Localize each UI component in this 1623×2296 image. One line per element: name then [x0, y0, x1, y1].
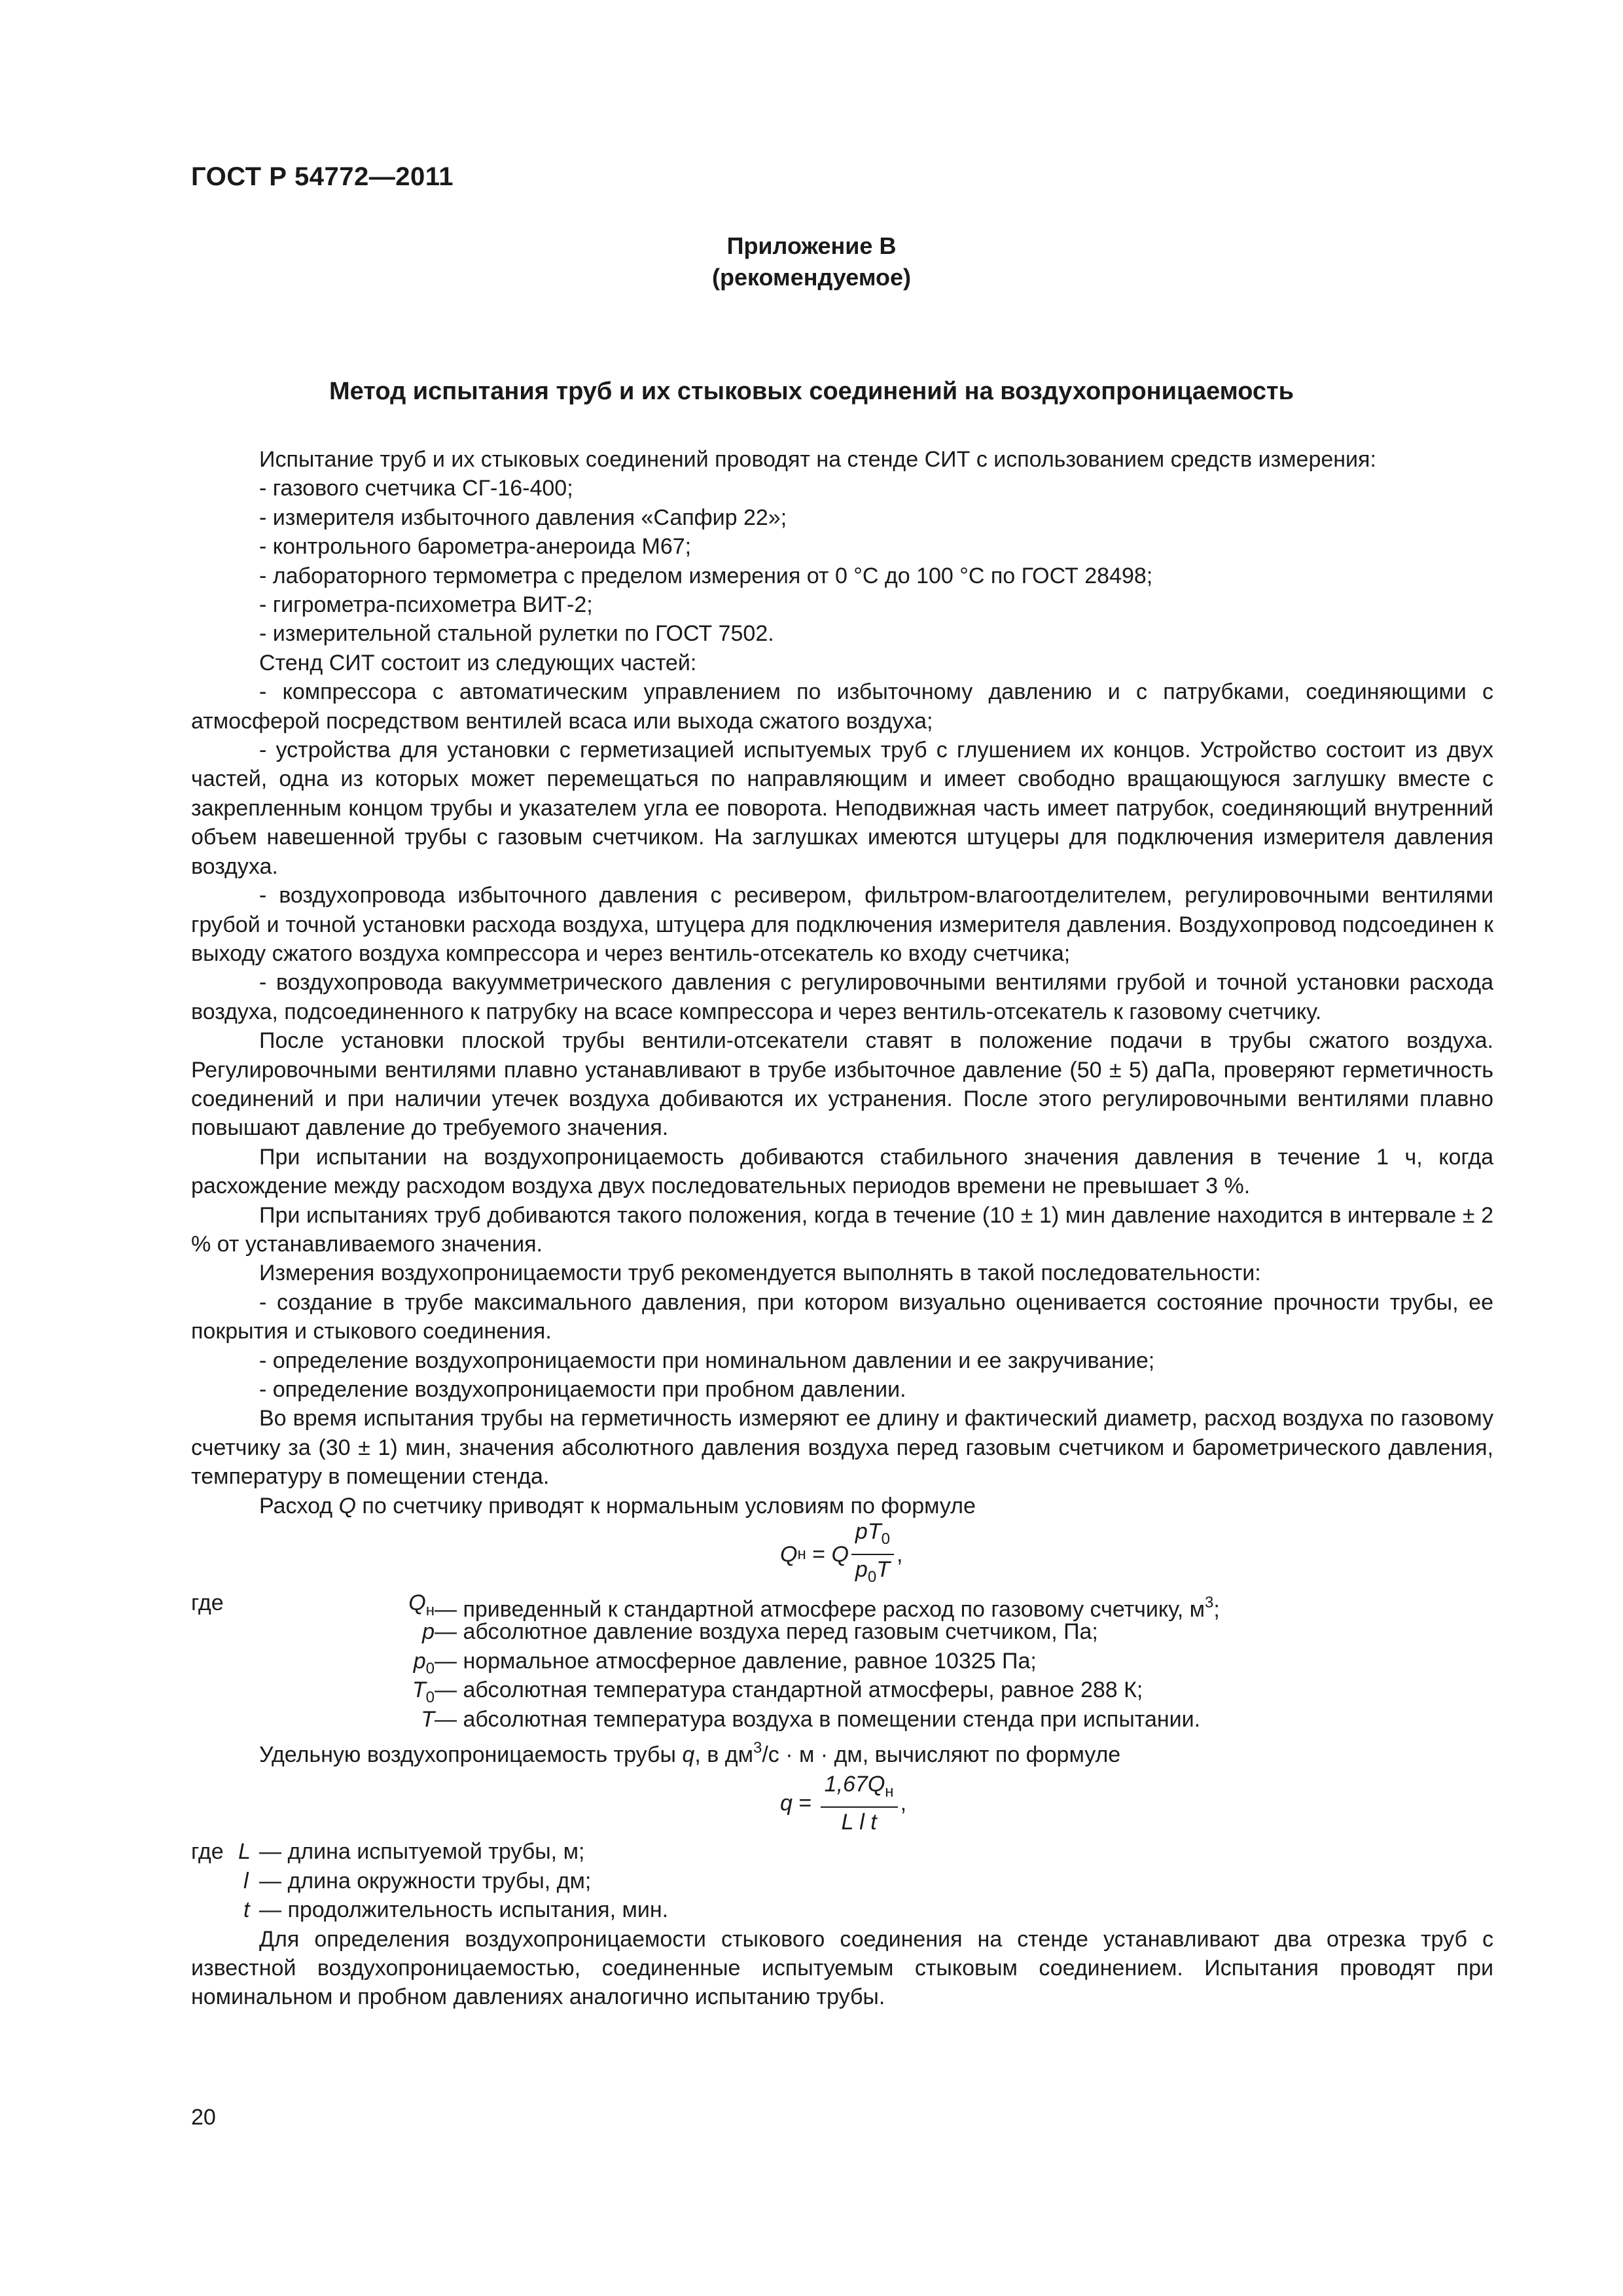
where-label: где	[191, 1839, 224, 1865]
definition-text: — приведенный к стандартной атмосфере расход по газовому счетчику, $м^3$;	[435, 1594, 1220, 1623]
variable-definitions	[191, 1837, 1493, 1924]
definition-text: — абсолютная температура воздуха в помещении стенда при испытании.	[435, 1706, 1201, 1732]
formula-symbol: q	[780, 1791, 793, 1816]
definition-row	[191, 1837, 1493, 1866]
paragraph: Во время испытания трубы на герметичность измеряют ее длину и фактический диаметр, расход воздуха по газовому счетчику за (30 ± 1) мин, значения абсолютного давления воздуха перед газовым счетчиком и барометрического давления, температуру в помещении стенда.	[191, 1406, 1493, 1490]
paragraph: При испытаниях труб добиваются такого положения, когда в течение (10 ± 1) мин давление находится в интервале ± 2 % от устанавливаемого значения.	[191, 1202, 1493, 1257]
definition-row	[191, 1588, 1493, 1623]
fraction-numerator: $pT_0$	[851, 1518, 894, 1555]
definition-symbol: T	[421, 1706, 435, 1732]
list-item: - устройства для установки с герметизацией испытуемых труб с глушением их концов. Устройство состоит из двух частей, одна из которых может перемещаться по направляющим и имеет свободно вращающуюся заглушку вместе с закрепленным концом трубы и указателем угла ее поворота. Неподвижная часть имеет патрубок, соединяющий внутренний объем навешенной трубы с газовым счетчиком. На заглушках имеются штуцеры для подключения измерителя давления воздуха.	[191, 738, 1493, 879]
paragraph	[191, 1492, 1493, 1520]
formula-equals: =	[806, 1541, 832, 1567]
where-label: где	[191, 1590, 224, 1616]
formula-equals: =	[792, 1791, 818, 1816]
paragraph: Стенд СИТ состоит из следующих частей:	[259, 650, 697, 675]
definition-text: — абсолютная температура стандартной атмосферы, равное 288 К;	[435, 1677, 1143, 1703]
definition-text: — абсолютное давление воздуха перед газовым счетчиком, Па;	[435, 1619, 1098, 1645]
list-item: - лабораторного термометра с пределом измерения от 0 °С до 100 °С по ГОСТ 28498;	[259, 563, 1153, 588]
formula-expression	[780, 1769, 906, 1837]
text-run: по счетчику приводят к нормальным условиям по формуле	[355, 1493, 976, 1518]
definition-row	[191, 1895, 1493, 1924]
paragraph: После установки плоской трубы вентили-отсекатели ставят в положение подачи в трубы сжатого воздуха. Регулировочными вентилями плавно устанавливают в трубе избыточное давление (50 ± 5) даПа, проверяют герметичность соединений и при наличии утечек воздуха добиваются их устранения. После этого регулировочными вентилями плавно повышают давление до требуемого значения.	[191, 1028, 1493, 1141]
list-item: - определение воздухопроницаемости при пробном давлении.	[259, 1377, 906, 1402]
appendix-label: Приложение В	[726, 232, 897, 259]
fraction-numerator: $1,67Q_н$	[821, 1771, 898, 1808]
list-item: - измерителя избыточного давления «Сапфир 22»;	[259, 505, 787, 530]
paragraph: Для определения воздухопроницаемости стыкового соединения на стенде устанавливают два отрезка труб с известной воздухопроницаемостью, соединенные испытуемым стыковым соединением. Испытания проводят при номинальном и пробном давлениях аналогично испытанию трубы.	[191, 1926, 1493, 2010]
list-item: - гигрометра-психометра ВИТ-2;	[259, 592, 593, 618]
document-body	[191, 445, 1493, 2012]
formula-comma: ,	[900, 1791, 907, 1816]
definition-symbol: p	[422, 1619, 435, 1645]
list-item: - определение воздухопроницаемости при номинальном давлении и ее закручивание;	[259, 1348, 1155, 1373]
list-item: - воздухопровода избыточного давления с ресивером, фильтром-влагоотделителем, регулировочными вентилями грубой и точной установки расхода воздуха, штуцера для подключения измерителя давления. Воздухопровод подсоединен к выходу сжатого воздуха компрессора и через вентиль-отсекатель ко входу счетчика;	[191, 883, 1493, 966]
document-code: ГОСТ Р 54772—2011	[191, 162, 454, 191]
definition-symbol: t	[243, 1897, 250, 1923]
formula-flow-rate	[191, 1520, 1493, 1588]
section-title: Метод испытания труб и их стыковых соединений на воздухопроницаемость	[329, 378, 1294, 405]
paragraph: При испытании на воздухопроницаемость добиваются стабильного значения давления в течение 1 ч, когда расхождение между расходом воздуха двух последовательных периодов времени не превышает 3 %.	[191, 1144, 1493, 1199]
paragraph: Удельную воздухопроницаемость трубы q, в $дм^3/с \cdot м$ · дм, вычисляют по формуле	[259, 1738, 1121, 1767]
definition-symbol: L	[238, 1839, 251, 1865]
page-number: 20	[191, 2105, 216, 2130]
list-item: - газового счетчика СГ-16-400;	[259, 476, 573, 501]
list-item: - контрольного барометра-анероида М67;	[259, 534, 692, 560]
definition-text: — длина окружности трубы, дм;	[259, 1868, 592, 1893]
paragraph: Испытание труб и их стыковых соединений проводят на стенде СИТ с использованием средств измерения:	[259, 447, 1376, 472]
paragraph: Измерения воздухопроницаемости труб рекомендуется выполнять в такой последовательности:	[259, 1261, 1261, 1286]
definition-symbol: $p_0$	[413, 1648, 435, 1677]
definition-row	[191, 1705, 1493, 1734]
fraction-denominator: L l t	[841, 1810, 877, 1835]
appendix-heading	[0, 230, 1623, 293]
formula-specific-permeability	[191, 1769, 1493, 1837]
formula-fraction	[821, 1771, 898, 1835]
formula-symbol: Q	[780, 1541, 798, 1567]
list-item: - компрессора с автоматическим управлением по избыточному давлению и с патрубками, соединяющими с атмосферой посредством вентилей всаса или выхода сжатого воздуха;	[191, 679, 1493, 734]
variable-definitions	[191, 1588, 1493, 1734]
fraction-denominator: $p_0T$	[855, 1557, 890, 1587]
formula-subscript: н	[797, 1545, 806, 1563]
definition-symbol: $T_0$	[412, 1677, 435, 1707]
appendix-status: (рекомендуемое)	[712, 264, 911, 291]
definition-row	[191, 1617, 1493, 1646]
formula-symbol: Q	[831, 1541, 849, 1567]
list-item: - воздухопровода вакуумметрического давления с регулировочными вентилями грубой и точной установки расхода воздуха, подсоединенного к патрубку на всасе компрессора и через вентиль-отсекатель к газовому счетчику.	[191, 970, 1493, 1024]
definition-text: — длина испытуемой трубы, м;	[259, 1839, 585, 1865]
list-item: - измерительной стальной рулетки по ГОСТ 7502.	[259, 621, 774, 647]
definition-row	[191, 1676, 1493, 1707]
definition-symbol: l	[243, 1868, 249, 1893]
definition-row	[191, 1867, 1493, 1895]
variable: Q	[338, 1493, 356, 1518]
formula-expression	[780, 1520, 902, 1588]
definition-text: — нормальное атмосферное давление, равное 10325 Па;	[435, 1648, 1037, 1674]
text-run: Расход	[259, 1493, 339, 1518]
definition-text: — продолжительность испытания, мин.	[259, 1897, 669, 1923]
formula-comma: ,	[896, 1541, 903, 1567]
definition-row	[191, 1647, 1493, 1676]
list-item: - создание в трубе максимального давления, при котором визуально оценивается состояние прочности трубы, ее покрытия и стыкового соединения.	[191, 1289, 1493, 1344]
formula-fraction	[851, 1518, 894, 1590]
definition-symbol: $Q_н$	[408, 1590, 435, 1620]
